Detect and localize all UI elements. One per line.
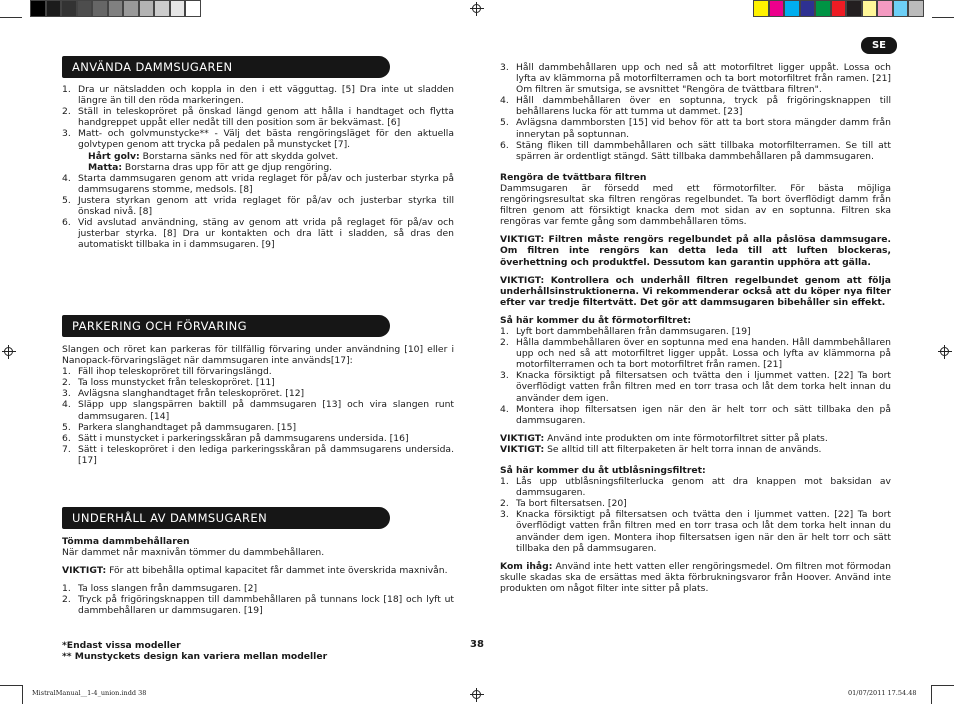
warning-note: VIKTIGT: Se alltid till att filterpaketen är helt torra innan de används. xyxy=(500,443,822,455)
color-swatch xyxy=(123,0,139,17)
list-item: 2. Ta bort filtersatsen. [20] xyxy=(500,498,627,510)
crop-mark xyxy=(932,685,954,686)
list-item: 2. Ställ in teleskopröret på önskad längd genom att hålla i handtaget och flytta handgreppet uppåt eller nedåt till den position som är bekvämast. [6] xyxy=(62,106,454,129)
warning-note: VIKTIGT: Kontrollera och underhåll filtren regelbundet genom att följa underhållsinstruktionerna. Vi rekommenderar också att du köper nya filter efter var tredje filtertvätt. Det gör att dammsugaren bibehåller sin effekt. xyxy=(500,274,891,308)
warning-note: VIKTIGT: För att bibehålla optimal kapacitet får dammet inte överskrida maxnivån. xyxy=(62,565,448,577)
list-item: 1. Ta loss slangen från dammsugaren. [2] xyxy=(62,583,258,595)
registration-mark-left-icon xyxy=(2,345,16,359)
list-item: 5. Avlägsna dammborsten [15] vid behov för att ta bort stora mängder damm från innerytan på soptunnan. xyxy=(500,117,891,140)
list-item: 1. Fäll ihop teleskopröret till förvaringslängd. xyxy=(62,366,272,378)
color-swatch xyxy=(77,0,93,17)
footnote: ** Munstyckets design kan variera mellan modeller xyxy=(62,651,328,663)
maintenance-intro: När dammet når maxnivån tömmer du dammbehållaren. xyxy=(62,547,325,559)
subsection-title: Tömma dammbehållaren xyxy=(62,536,190,547)
color-swatch xyxy=(831,0,847,17)
list-item: 4. Håll dammbehållaren över en soptunna, tryck på frigöringsknappen till behållarens lucka för att tumma ut dammet. [23] xyxy=(500,95,891,118)
list-item: 3. Avlägsna slanghandtaget från teleskopröret. [12] xyxy=(62,388,305,400)
language-badge: SE xyxy=(861,37,897,54)
warning-note: VIKTIGT: Använd inte produkten om inte förmotorfiltret sitter på plats. xyxy=(500,432,828,444)
section-header-parking xyxy=(62,315,390,337)
paragraph: Dammsugaren är försedd med ett förmotorfilter. För bästa möjliga rengöringsresultat ska filtren rengöras regelbundet. Ta bort överflödigt damm från filtren genom att försiktigt knacka dem mot sidan av en soptunna. Filtren ska rengöras var femte gång som dammbehållaren töms. xyxy=(500,182,891,228)
sub-note-hard-floor: Hårt golv: Borstarna sänks ned för att skydda golvet. xyxy=(88,150,339,162)
color-swatch xyxy=(30,0,46,17)
color-swatch xyxy=(46,0,62,17)
list-item: 3. Matt- och golvmunstycke** - Välj det bästa rengöringsläget för den aktuella golvtypen genom att trycka på pedalen på munstycket [7]. xyxy=(62,128,454,151)
list-item: 5. Justera styrkan genom att vrida reglaget för på/av och justerbar styrka till önskad nivå. [8] xyxy=(62,194,454,218)
color-swatch xyxy=(862,0,878,17)
color-swatch xyxy=(908,0,924,17)
date-slug: 01/07/2011 17.54.48 xyxy=(848,689,917,697)
list-item: 6. Vid avslutad användning, stäng av genom att vrida på reglaget för på/av och justerbar styrka. [8] Dra ur kontakten och dra lätt i sladden, så dras den automatiskt tillbaka in i dammsugaren. [9] xyxy=(62,217,454,251)
list-item: 3. Håll dammbehållaren upp och ned så att motorfiltret ligger uppåt. Lossa och lyfta av klämmorna på motorfilterramen och ta bort motorfiltret från ramen. [21] Om filtren är smutsiga, se avsnittet "Rengöra de tvättbara filtren". xyxy=(500,62,891,96)
color-swatch xyxy=(846,0,862,17)
list-item: 6. Sätt i munstycket i parkeringsskåran på dammsugarens undersida. [16] xyxy=(62,432,409,444)
registration-mark-right-icon xyxy=(938,345,952,359)
color-swatch xyxy=(185,0,201,17)
maintenance-section-body xyxy=(62,536,454,617)
crop-mark xyxy=(932,17,954,18)
color-swatch xyxy=(800,0,816,17)
list-item: 4. Montera ihop filtersatsen igen när den är helt torr och sätt tillbaka den på dammsugaren. xyxy=(500,403,891,426)
list-item: 2. Ta loss munstycket från teleskopröret. [11] xyxy=(62,377,275,389)
subsection-title: Rengöra de tvättbara filtren xyxy=(500,171,647,183)
section-title: PARKERING OCH FÖRVARING xyxy=(72,319,247,333)
crop-mark xyxy=(0,685,22,686)
section-header-using xyxy=(62,56,390,78)
crop-mark xyxy=(22,685,23,704)
parking-intro: Slangen och röret kan parkeras för tillfällig förvaring under användning [10] eller i Nanopack-förvaringsläget när dammsugaren inte används[17]: xyxy=(62,344,454,367)
color-swatch xyxy=(61,0,77,17)
color-swatch xyxy=(170,0,186,17)
subsection-title: Så här kommer du åt utblåsningsfiltret: xyxy=(500,465,706,476)
color-swatch xyxy=(154,0,170,17)
crop-mark xyxy=(931,685,932,704)
parking-section-body xyxy=(62,344,454,466)
section-title: ANVÄNDA DAMMSUGAREN xyxy=(72,60,233,74)
footnotes xyxy=(62,640,454,662)
list-item: 1. Lyft bort dammbehållaren från dammsugaren. [19] xyxy=(500,325,751,337)
warning-note: VIKTIGT: Filtren måste rengörs regelbundet på alla påslösa dammsugare. Om filtren inte rengörs kan detta leda till att luften blockeras, överhettning och produktfel. Dessutom kan garantin upphöra att gälla. xyxy=(500,234,891,268)
color-swatch xyxy=(92,0,108,17)
color-swatch xyxy=(893,0,909,17)
list-item: 1. Dra ur nätsladden och koppla in den i ett vägguttag. [5] Dra inte ut sladden längre än till den röda markeringen. xyxy=(62,84,454,107)
registration-mark-bottom-icon xyxy=(470,688,484,702)
color-swatch xyxy=(877,0,893,17)
right-column-body xyxy=(500,62,891,594)
footnote: *Endast vissa modeller xyxy=(62,640,181,651)
color-swatch xyxy=(753,0,769,17)
list-item: 3. Knacka försiktigt på filtersatsen och tvätta den i ljummet vatten. [22] Ta bort överflödigt vatten från filtren med en torr trasa och låt dem torka helt innan du använder dem igen. Montera ihop filtersatsen igen när den är helt torr och sätt tillbaka den på dammsugaren. xyxy=(500,509,891,554)
list-item: 2. Hålla dammbehållaren över en soptunna med ena handen. Håll dammbehållaren upp och ned så att motorfiltret ligger uppåt. Lossa och lyfta av klämmorna på motorfilterramen och ta bort motorfiltret från ramen. [21] xyxy=(500,337,891,371)
sub-note-carpet: Matta: Borstarna dras upp för att ge djup rengöring. xyxy=(88,161,333,173)
color-swatch xyxy=(784,0,800,17)
color-swatch xyxy=(108,0,124,17)
list-item: 6. Stäng fliken till dammbehållaren och sätt tillbaka motorfilterramen. Se till att spärren är ordentligt stängd. Sätt tillbaka dammbehållaren på dammsugaren. xyxy=(500,139,891,162)
reminder-note: Kom ihåg: Använd inte hett vatten eller rengöringsmedel. Om filtren mot förmodan skulle skadas ska de ersättas med äkta förbrukningsvaror från Hoover. Använd inte produkten om något filter inte sitter på plats. xyxy=(500,560,891,594)
subsection-title: Så här kommer du åt förmotorfiltret: xyxy=(500,314,692,326)
list-item: 1. Lås upp utblåsningsfilterlucka genom att dra knappen mot baksidan av dammsugaren. xyxy=(500,476,891,499)
list-item: 7. Sätt i teleskopröret i den lediga parkeringsskåran på dammsugarens undersida. [17] xyxy=(62,443,454,466)
file-slug: MistralManual__1-4_union.indd 38 xyxy=(32,689,147,697)
color-swatch xyxy=(139,0,155,17)
color-swatch xyxy=(769,0,785,17)
color-swatch xyxy=(815,0,831,17)
section-header-maintenance xyxy=(62,507,390,529)
section-title: UNDERHÅLL AV DAMMSUGAREN xyxy=(72,511,268,525)
using-section-body xyxy=(62,84,454,250)
list-item: 2. Tryck på frigöringsknappen till dammbehållaren på tunnans lock [18] och lyft ut dammbehållaren ur dammsugaren. [19] xyxy=(62,594,454,617)
list-item: 4. Starta dammsugaren genom att vrida reglaget för på/av och justerbar styrka på dammsugarens stomme, medsols. [8] xyxy=(62,172,454,195)
list-item: 5. Parkera slanghandtaget på dammsugaren. [15] xyxy=(62,421,297,433)
list-item: 4. Släpp upp slangspärren baktill på dammsugaren [13] och vira slangen runt dammsugaren. [14] xyxy=(62,399,454,422)
registration-mark-top-icon xyxy=(470,2,484,16)
page-number: 38 xyxy=(470,639,484,650)
list-item: 3. Knacka försiktigt på filtersatsen och tvätta den i ljummet vatten. [22] Ta bort överflödigt vatten från filtren med en torr trasa och låt dem torka helt innan du använder dem igen. xyxy=(500,370,891,404)
crop-mark xyxy=(0,17,22,18)
